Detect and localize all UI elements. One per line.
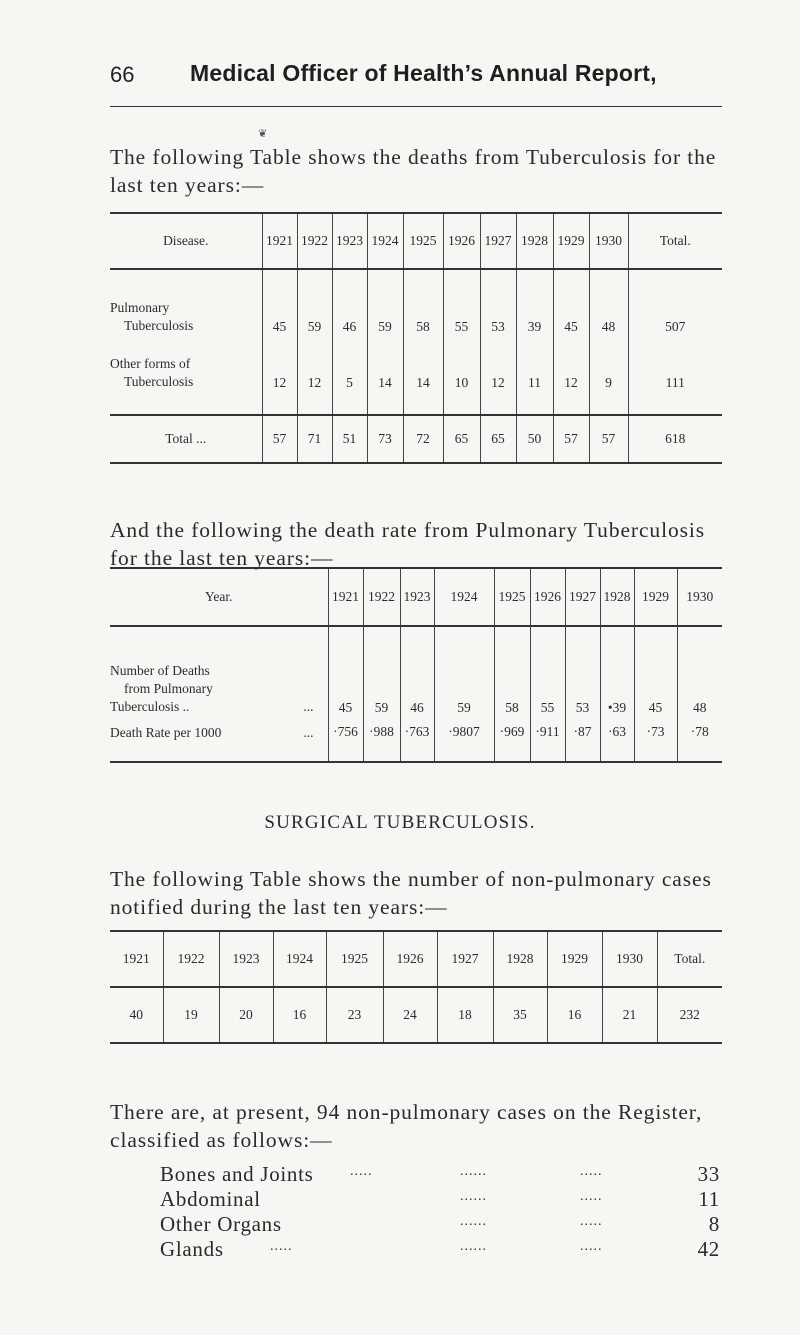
table-cell-total: 111 (628, 335, 722, 391)
table-cell: 11 (516, 335, 553, 391)
total-row (110, 415, 722, 463)
table-cell: 23 (326, 987, 383, 1043)
list-item-label: Bones and Joints (160, 1162, 314, 1186)
table-cell: 59 (434, 626, 494, 716)
table-cell: 39 (516, 269, 553, 335)
column-header-year: 1924 (367, 213, 403, 269)
table-cell: 48 (589, 269, 628, 335)
table-cell: 72 (403, 415, 443, 463)
table-header-row (110, 931, 722, 987)
section-heading: SURGICAL TUBERCULOSIS. (264, 812, 536, 833)
list-item (160, 1162, 720, 1187)
non-pulmonary-table (110, 930, 722, 1044)
table-cell: ·911 (530, 716, 565, 762)
column-header-year: 1928 (516, 213, 553, 269)
table-cell: ·763 (400, 716, 434, 762)
list-item-value: 8 (708, 1212, 720, 1236)
table-cell: 58 (494, 626, 530, 716)
row-label (110, 626, 328, 716)
list-item-label: Glands (160, 1237, 224, 1261)
column-header-year: 1926 (383, 931, 437, 987)
table-header-row (110, 213, 722, 269)
row-label (110, 716, 328, 762)
total-row-label: Total ... (165, 431, 207, 446)
column-header-year-label: Year. (204, 589, 233, 604)
table-cell: 16 (547, 987, 602, 1043)
list-item-value: 11 (698, 1187, 720, 1211)
column-header-year: 1928 (493, 931, 547, 987)
table-cell: 45 (553, 269, 589, 335)
table-cell: 53 (565, 626, 600, 716)
table-cell: 57 (589, 415, 628, 463)
intro-paragraph-non-pulmonary: The following Table shows the number of non-pulmonary cases notified during the last ten years:— (110, 867, 712, 919)
table-cell: 53 (480, 269, 516, 335)
table-row (110, 269, 722, 335)
column-header-year: 1923 (219, 931, 273, 987)
table-cell: 71 (297, 415, 332, 463)
column-header-year: 1930 (677, 568, 722, 626)
spacer-row (110, 391, 722, 415)
table-cell: ·87 (565, 716, 600, 762)
row-label-line: Tuberculosis (124, 374, 194, 389)
intro-paragraph-death-rate: And the following the death rate from Pulmonary Tuberculosis for the last ten years:— (110, 518, 706, 570)
table-row (110, 335, 722, 391)
leader-dots: ..... (580, 1164, 603, 1179)
leader-dots: ...... (460, 1214, 487, 1229)
row-label-line: from Pulmonary (124, 681, 213, 696)
table-cell-total: 232 (657, 987, 722, 1043)
table-cell: ·78 (677, 716, 722, 762)
list-item-value: 42 (697, 1237, 720, 1261)
table-cell: 16 (273, 987, 326, 1043)
table-cell: ·73 (634, 716, 677, 762)
column-header-year: 1927 (437, 931, 493, 987)
intro-paragraph-deaths: The following Table shows the deaths from Tuberculosis for the last ten years:— (110, 145, 717, 197)
leader-dots: ..... (580, 1214, 603, 1229)
table-cell: 58 (403, 269, 443, 335)
table-cell-total: 618 (628, 415, 722, 463)
row-label-line: Pulmonary (110, 300, 170, 315)
table-cell: 14 (403, 335, 443, 391)
row-label-line: Tuberculosis .. (110, 699, 190, 714)
column-header-year: 1925 (403, 213, 443, 269)
row-label (110, 335, 262, 391)
column-header-year: 1921 (262, 213, 297, 269)
leader-dots: ... (303, 699, 314, 714)
table-cell: 12 (553, 335, 589, 391)
column-header-year: 1930 (589, 213, 628, 269)
table-cell: 12 (297, 335, 332, 391)
table-cell: 59 (297, 269, 332, 335)
column-header-disease: Disease. (163, 233, 209, 248)
row-label (110, 269, 262, 335)
column-header-year: 1926 (530, 568, 565, 626)
column-header-year: 1922 (363, 568, 400, 626)
leader-dots: ..... (270, 1239, 293, 1254)
list-item (160, 1212, 720, 1237)
table-cell: 18 (437, 987, 493, 1043)
table-cell: 57 (262, 415, 297, 463)
column-header-year: 1922 (163, 931, 219, 987)
table-cell: 51 (332, 415, 367, 463)
table-cell: 50 (516, 415, 553, 463)
deaths-table (110, 212, 722, 464)
column-header-year: 1925 (494, 568, 530, 626)
table-cell: ·988 (363, 716, 400, 762)
table-cell: ·756 (328, 716, 363, 762)
column-header-year: 1922 (297, 213, 332, 269)
table-cell: 10 (443, 335, 480, 391)
column-header-year: 1929 (547, 931, 602, 987)
table-cell: 73 (367, 415, 403, 463)
table-row (110, 626, 722, 716)
table-cell: 59 (367, 269, 403, 335)
table-cell: 20 (219, 987, 273, 1043)
table-cell: 46 (400, 626, 434, 716)
column-header-year: 1921 (122, 951, 150, 966)
classification-list (160, 1162, 720, 1262)
leader-dots: ..... (580, 1239, 603, 1254)
table-cell: ·9807 (434, 716, 494, 762)
column-header-year: 1927 (480, 213, 516, 269)
fleuron-ornament: ❦ (258, 128, 268, 140)
leader-dots: ..... (350, 1164, 373, 1179)
table-cell: 48 (677, 626, 722, 716)
column-header-year: 1927 (565, 568, 600, 626)
page-header (110, 62, 722, 107)
table-cell: 24 (383, 987, 437, 1043)
table-cell: •39 (600, 626, 634, 716)
row-label-line: Death Rate per 1000 (110, 725, 222, 740)
table-cell: 14 (367, 335, 403, 391)
page-number: 66 (110, 62, 135, 87)
column-header-year: 1924 (434, 568, 494, 626)
column-header-year: 1929 (634, 568, 677, 626)
leader-dots: ...... (460, 1239, 487, 1254)
leader-dots: ...... (460, 1189, 487, 1204)
column-header-year: 1929 (553, 213, 589, 269)
row-label-line: Number of Deaths (110, 663, 210, 678)
table-cell: 45 (634, 626, 677, 716)
table-cell: 12 (262, 335, 297, 391)
list-item-label: Abdominal (160, 1187, 261, 1211)
column-header-year: 1924 (273, 931, 326, 987)
table-cell: 65 (480, 415, 516, 463)
table-cell: 12 (480, 335, 516, 391)
row-label-line: Other forms of (110, 356, 191, 371)
table-cell: 59 (363, 626, 400, 716)
intro-paragraph-register: There are, at present, 94 non-pulmonary cases on the Register, classified as follows:— (110, 1100, 703, 1152)
table-cell: 46 (332, 269, 367, 335)
column-header-total: Total. (628, 213, 722, 269)
table-cell: 19 (163, 987, 219, 1043)
table-cell: 45 (328, 626, 363, 716)
list-item (160, 1237, 720, 1262)
table-cell: 5 (332, 335, 367, 391)
column-header-year: 1925 (326, 931, 383, 987)
table-cell: 40 (129, 1007, 143, 1022)
column-header-year: 1923 (332, 213, 367, 269)
table-cell: 65 (443, 415, 480, 463)
column-header-year: 1928 (600, 568, 634, 626)
column-header-year: 1926 (443, 213, 480, 269)
running-title: Medical Officer of Health’s Annual Report, (190, 60, 657, 86)
table-row (110, 716, 722, 762)
table-cell: ·969 (494, 716, 530, 762)
table-cell: 35 (493, 987, 547, 1043)
list-item-value: 33 (697, 1162, 720, 1186)
table-header-row (110, 568, 722, 626)
table-row (110, 987, 722, 1043)
table-cell: ·63 (600, 716, 634, 762)
list-item-label: Other Organs (160, 1212, 282, 1236)
table-cell: 57 (553, 415, 589, 463)
table-cell: 55 (530, 626, 565, 716)
leader-dots: ... (303, 725, 314, 740)
column-header-year: 1921 (328, 568, 363, 626)
leader-dots: ...... (460, 1164, 487, 1179)
table-cell: 45 (262, 269, 297, 335)
column-header-year: 1930 (602, 931, 657, 987)
table-cell: 55 (443, 269, 480, 335)
table-cell-total: 507 (628, 269, 722, 335)
table-cell: 9 (589, 335, 628, 391)
death-rate-table (110, 567, 722, 763)
list-item (160, 1187, 720, 1212)
column-header-year: 1923 (400, 568, 434, 626)
leader-dots: ..... (580, 1189, 603, 1204)
row-label-line: Tuberculosis (124, 318, 194, 333)
table-cell: 21 (602, 987, 657, 1043)
column-header-total: Total. (657, 931, 722, 987)
